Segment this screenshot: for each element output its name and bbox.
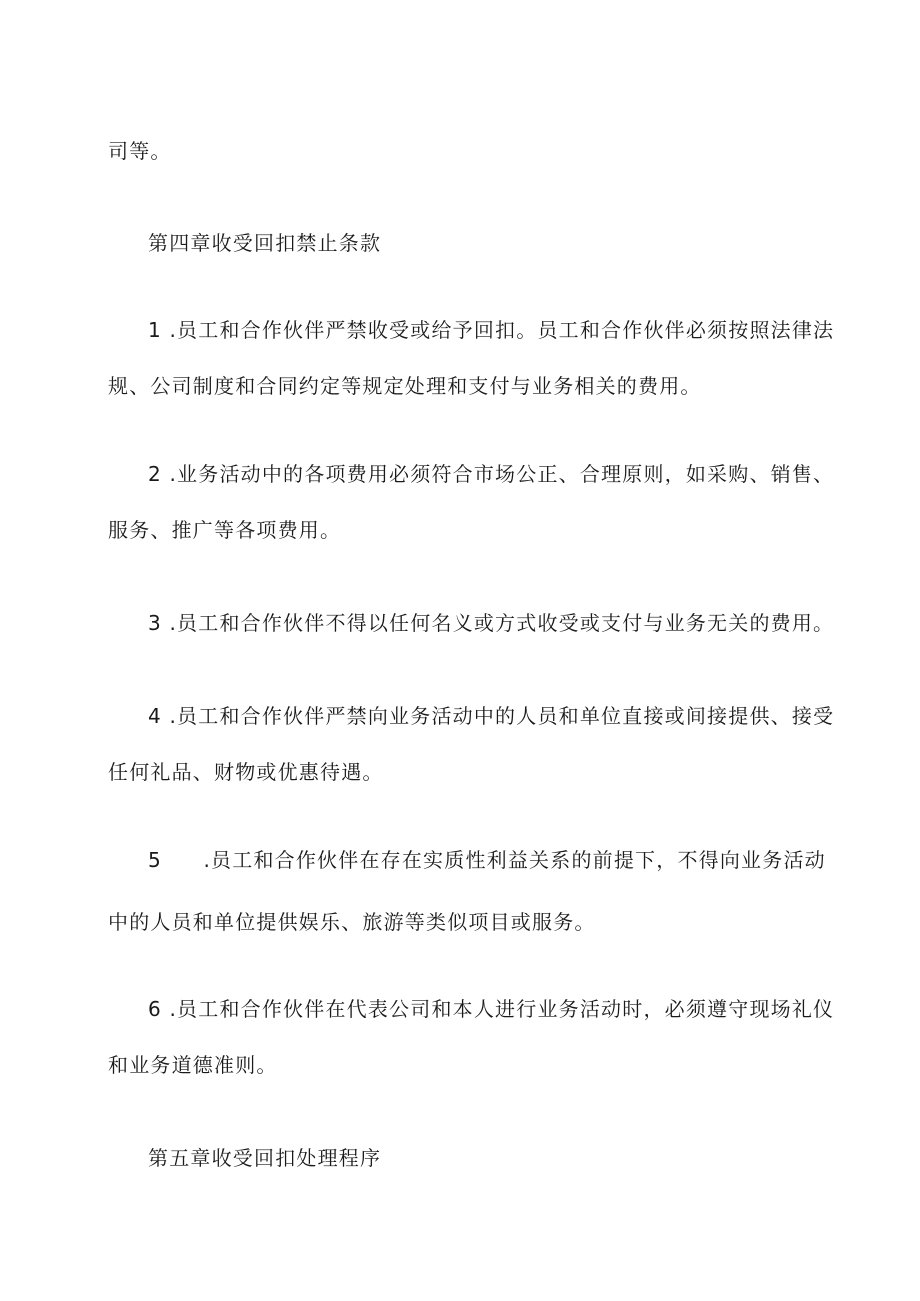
item-6-text: .员工和合作伙伴在代表公司和本人进行业务活动时，必须遵守现场礼仪 — [169, 997, 835, 1021]
item-5-line-1 — [148, 846, 826, 874]
item-4-line-2: 任何礼品、财物或优惠待遇。 — [108, 760, 384, 784]
chapter-4-title: 第四章收受回扣禁止条款 — [148, 231, 382, 255]
item-6-number: 6 — [148, 997, 162, 1021]
item-2-number: 2 — [148, 462, 162, 486]
item-6-line-2: 和业务道德准则。 — [108, 1053, 278, 1077]
item-2-line-2: 服务、推广等各项费用。 — [108, 518, 342, 542]
item-1-line-1 — [148, 316, 834, 344]
item-1-text: .员工和合作伙伴严禁收受或给予回扣。员工和合作伙伴必须按照法律法 — [169, 318, 835, 342]
item-1-number: 1 — [148, 318, 162, 342]
item-3-text: .员工和合作伙伴不得以任何名义或方式收受或支付与业务无关的费用。 — [169, 611, 835, 635]
item-5-number: 5 — [148, 848, 162, 872]
item-4-number: 4 — [148, 704, 162, 728]
item-6-line-1 — [148, 995, 834, 1023]
chapter-5-title: 第五章收受回扣处理程序 — [148, 1146, 382, 1170]
item-3-line-1 — [148, 609, 834, 637]
item-5-text: .员工和合作伙伴在存在实质性利益关系的前提下，不得向业务活动 — [203, 848, 826, 872]
continuation-text: 司等。 — [108, 139, 172, 163]
item-4-text: .员工和合作伙伴严禁向业务活动中的人员和单位直接或间接提供、接受 — [169, 704, 835, 728]
item-1-line-2: 规、公司制度和合同约定等规定处理和支付与业务相关的费用。 — [108, 374, 702, 398]
item-5-line-2: 中的人员和单位提供娱乐、旅游等类似项目或服务。 — [108, 910, 596, 934]
item-2-text: .业务活动中的各项费用必须符合市场公正、合理原则，如采购、销售、 — [169, 462, 835, 486]
item-2-line-1 — [148, 460, 834, 488]
item-3-number: 3 — [148, 611, 162, 635]
item-4-line-1 — [148, 702, 834, 730]
